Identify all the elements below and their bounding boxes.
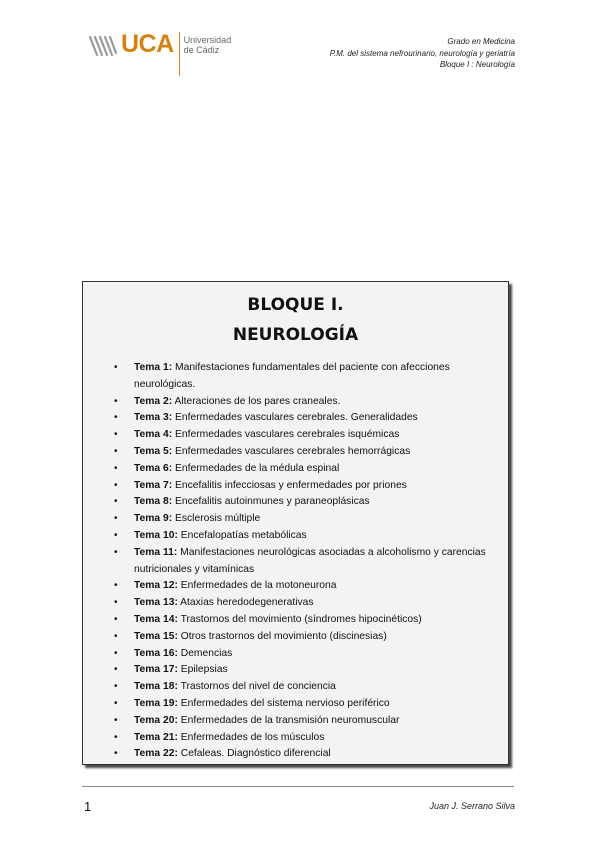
topic-number: Tema 21: xyxy=(134,731,178,743)
topic-title: Enfermedades de la motoneurona xyxy=(177,580,337,592)
topic-title: Cefaleas. Diagnóstico diferencial xyxy=(177,748,331,760)
topic-number: Tema 12: xyxy=(134,580,178,592)
topic-title: Enfermedades de la transmisión neuromuscular xyxy=(177,714,400,726)
topic-title: Otros trastornos del movimiento (discinesias) xyxy=(177,630,387,642)
topic-item xyxy=(114,410,486,427)
topic-item xyxy=(114,478,486,495)
bullet-icon: • xyxy=(114,647,118,659)
topic-number: Tema 6: xyxy=(134,462,173,474)
topic-title: Manifestaciones neurológicas asociadas a alcoholismo y carencias nutricionales y vitamínicas xyxy=(134,546,486,575)
topic-number: Tema 3: xyxy=(134,412,173,424)
logo-line-1: Universidad xyxy=(183,35,232,45)
topic-number: Tema 1: xyxy=(134,362,173,373)
logo-line-2: de Cádiz xyxy=(183,45,220,55)
bullet-icon: • xyxy=(114,529,118,541)
course-name: P.M. del sistema nefrourinario, neurología y geriatría xyxy=(329,48,515,58)
topic-title: Manifestaciones fundamentales del paciente con afecciones neurológicas. xyxy=(134,362,450,390)
bullet-icon: • xyxy=(114,546,118,558)
topic-title: Enfermedades del sistema nervioso periférico xyxy=(177,697,390,709)
topic-title: Enfermedades vasculares cerebrales. Generalidades xyxy=(172,412,418,424)
bullet-icon: • xyxy=(114,731,118,743)
topic-number: Tema 5: xyxy=(134,445,173,457)
topic-number: Tema 9: xyxy=(134,513,173,525)
topic-item xyxy=(114,646,486,663)
block-name: Bloque I : Neurología xyxy=(439,60,515,69)
degree-name: Grado en Medicina xyxy=(447,37,515,46)
topic-item xyxy=(114,713,486,730)
bullet-icon: • xyxy=(114,580,118,592)
bullet-icon: • xyxy=(114,664,118,676)
topic-item xyxy=(114,545,486,579)
bullet-icon: • xyxy=(114,362,118,373)
topic-number: Tema 2: xyxy=(134,395,173,407)
bullet-icon: • xyxy=(114,613,118,625)
course-info xyxy=(330,36,515,71)
topic-title: Esclerosis múltiple xyxy=(172,513,261,525)
topic-title: Encefalopatías metabólicas xyxy=(177,529,307,541)
bullet-icon: • xyxy=(114,395,118,407)
bullet-icon: • xyxy=(114,479,118,491)
bullet-icon: • xyxy=(114,681,118,693)
logo-abbreviation: UCA xyxy=(121,30,174,58)
bullet-icon: • xyxy=(114,748,118,760)
block-subject: NEUROLOGÍA xyxy=(232,325,359,345)
footer-divider xyxy=(82,786,514,787)
topic-title: Encefalitis infecciosas y enfermedades por priones xyxy=(172,479,407,491)
topic-number: Tema 15: xyxy=(134,630,178,642)
topic-number: Tema 8: xyxy=(134,496,173,508)
bullet-icon: • xyxy=(114,597,118,609)
logo-university-name xyxy=(184,35,232,55)
topic-title: Enfermedades vasculares cerebrales isquémicas xyxy=(172,429,400,441)
topic-title: Trastornos del nivel de conciencia xyxy=(177,681,336,693)
topic-list xyxy=(83,360,508,763)
page-number: 1 xyxy=(84,799,92,814)
topic-number: Tema 14: xyxy=(134,613,178,625)
topic-title: Trastornos del movimiento (síndromes hipocinéticos) xyxy=(177,613,422,625)
topic-item xyxy=(114,360,486,394)
topic-item xyxy=(114,730,486,747)
bullet-icon: • xyxy=(114,697,118,709)
topic-number: Tema 19: xyxy=(134,697,178,709)
bullet-icon: • xyxy=(114,714,118,726)
topic-number: Tema 22: xyxy=(134,748,178,760)
topic-title: Enfermedades de los músculos xyxy=(177,731,325,743)
topic-title: Epilepsias xyxy=(177,664,228,676)
topic-number: Tema 13: xyxy=(134,597,178,609)
topic-number: Tema 16: xyxy=(134,647,178,659)
topic-item xyxy=(114,427,486,444)
topic-title: Enfermedades vasculares cerebrales hemorrágicas xyxy=(172,445,411,457)
topic-number: Tema 11: xyxy=(134,546,178,558)
syllabus-box xyxy=(82,281,509,765)
topic-item xyxy=(114,629,486,646)
topic-number: Tema 10: xyxy=(134,529,178,541)
topic-title: Encefalitis autoinmunes y paraneoplásicas xyxy=(172,496,370,508)
bullet-icon: • xyxy=(114,513,118,525)
university-logo xyxy=(88,30,231,76)
topic-item xyxy=(114,494,486,511)
bullet-icon: • xyxy=(114,462,118,474)
topic-number: Tema 20: xyxy=(134,714,178,726)
topic-title: Demencias xyxy=(177,647,233,659)
page-header xyxy=(0,0,599,80)
topic-title: Alteraciones de los pares craneales. xyxy=(172,395,341,407)
bullet-icon: • xyxy=(114,412,118,424)
topic-title: Enfermedades de la médula espinal xyxy=(172,462,340,474)
topic-item xyxy=(114,679,486,696)
topic-number: Tema 7: xyxy=(134,479,173,491)
block-title: BLOQUE I. xyxy=(247,295,344,315)
topic-item xyxy=(114,528,486,545)
topic-item xyxy=(114,394,486,411)
bullet-icon: • xyxy=(114,429,118,441)
topic-item xyxy=(114,595,486,612)
topic-item xyxy=(114,461,486,478)
author-name: Juan J. Serrano Silva xyxy=(429,801,515,811)
topic-item xyxy=(114,746,486,763)
topic-item xyxy=(114,696,486,713)
topic-item xyxy=(114,578,486,595)
bullet-icon: • xyxy=(114,630,118,642)
topic-title: Ataxias heredodegenerativas xyxy=(177,597,314,609)
topic-item xyxy=(114,662,486,679)
uca-emblem-icon xyxy=(88,33,118,59)
bullet-icon: • xyxy=(114,445,118,457)
topic-number: Tema 4: xyxy=(134,429,173,441)
topic-item xyxy=(114,511,486,528)
topic-number: Tema 18: xyxy=(134,681,178,693)
bullet-icon: • xyxy=(114,496,118,508)
topic-item xyxy=(114,444,486,461)
topic-item xyxy=(114,612,486,629)
logo-divider xyxy=(179,32,180,76)
topic-number: Tema 17: xyxy=(134,664,178,676)
